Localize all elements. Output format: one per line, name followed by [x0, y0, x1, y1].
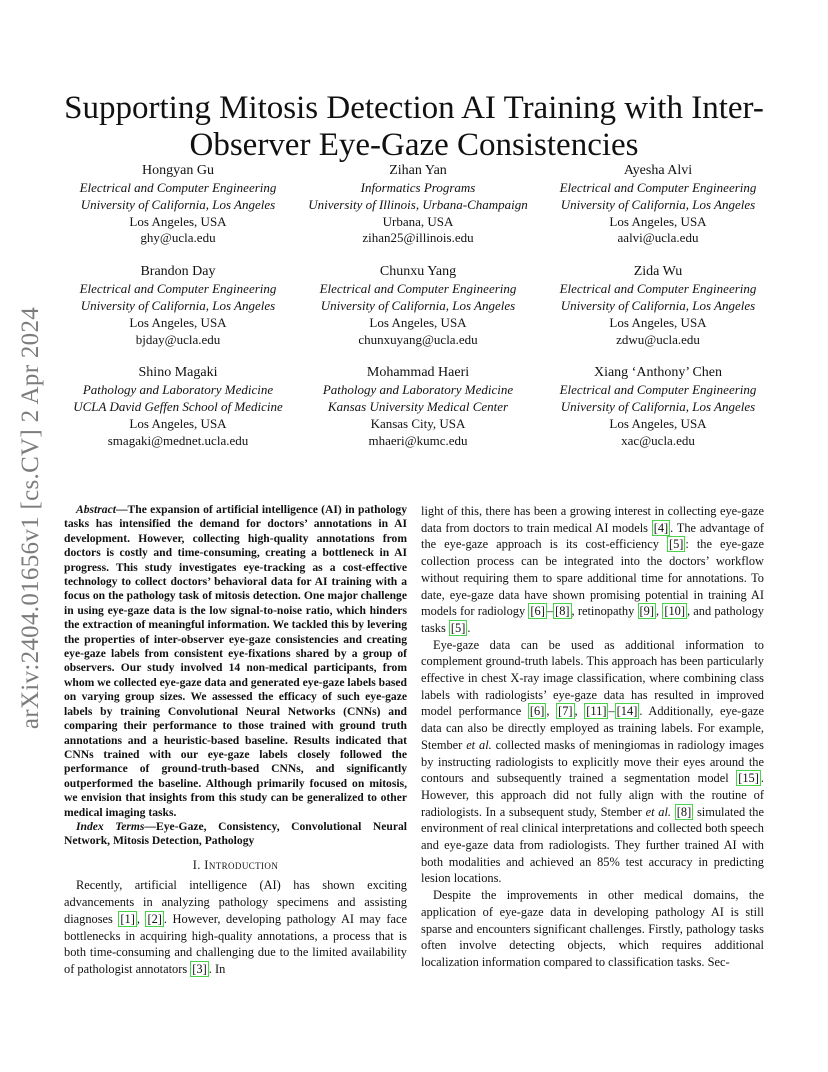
- index-terms-text: —Eye-Gaze, Consistency, Convolutional Neural Network, Mitosis Detection, Pathology: [64, 819, 407, 848]
- author-department: Informatics Programs: [360, 180, 476, 195]
- author-name: Xiang ‘Anthony’ Chen: [593, 365, 723, 381]
- text-run: . The advantage of the eye-gaze approach is its cost-efficiency: [421, 520, 764, 552]
- left-column: [64, 503, 407, 978]
- author-email[interactable]: aalvi@ucla.edu: [617, 230, 699, 246]
- arxiv-id: arXiv:2404.01656v1 [cs.CV] 2 Apr 2024: [17, 306, 45, 730]
- text-run: : the eye-gaze collection process can be integrated into the doctors’ workflow without requiring them to spare additional time for annotations. To date, eye-gaze data have shown promising potential in training AI models for radiology: [421, 537, 764, 619]
- author-card: [538, 263, 778, 348]
- author-name: Chunxu Yang: [379, 264, 457, 280]
- author-department: Pathology and Laboratory Medicine: [82, 382, 274, 398]
- author-location: Los Angeles, USA: [369, 314, 467, 330]
- text-run: et al.: [645, 804, 672, 819]
- author-location: Urbana, USA: [382, 213, 454, 229]
- author-card: [538, 364, 778, 449]
- author-institution: University of California, Los Angeles: [560, 297, 756, 313]
- author-name: Hongyan Gu: [142, 163, 214, 178]
- author-name: Brandon Day: [140, 264, 216, 280]
- section-number: I.: [192, 857, 201, 872]
- author-email[interactable]: smagaki@mednet.ucla.edu: [107, 432, 249, 448]
- author-location: Los Angeles, USA: [609, 415, 707, 431]
- section-heading: [64, 857, 407, 874]
- author-name: Ayesha Alvi: [623, 163, 693, 178]
- author-email[interactable]: zdwu@ucla.edu: [616, 331, 700, 347]
- author-institution: Kansas University Medical Center: [327, 399, 509, 415]
- author-department: Electrical and Computer Engineering: [559, 281, 757, 297]
- text-run: light of this, there has been a growing interest in collecting eye-gaze data from doctors to train medical AI models: [421, 504, 764, 535]
- text-run: et al.: [466, 737, 492, 752]
- text-run: . However, this approach did not fully align with the routine of radiologists. In a subsequent study, Stember: [421, 771, 764, 819]
- abstract-lead: Abstract: [76, 503, 116, 516]
- citation-link[interactable]: [9]: [639, 604, 654, 619]
- author-institution: University of California, Los Angeles: [80, 196, 276, 212]
- text-run: .: [467, 620, 471, 635]
- citation-link[interactable]: [6]: [530, 604, 545, 619]
- author-location: Kansas City, USA: [370, 415, 466, 431]
- author-institution: University of California, Los Angeles: [320, 297, 516, 313]
- citation-link[interactable]: [1]: [120, 911, 135, 926]
- author-location: Los Angeles, USA: [129, 213, 227, 229]
- right-column: [421, 503, 764, 971]
- text-run: . However, developing pathology AI may face bottlenecks in acquiring high-quality annotations, a process that is both time-consuming and challenging due to the limited availability of pathologist annotators: [64, 911, 407, 976]
- author-card: [58, 364, 298, 449]
- arxiv-sidebar-stamp: [14, 292, 48, 744]
- author-email[interactable]: xac@ucla.edu: [621, 432, 695, 448]
- paper-title: Supporting Mitosis Detection AI Training with Inter-Observer Eye-Gaze Consistencies: [64, 90, 764, 164]
- author-department: Electrical and Computer Engineering: [559, 180, 757, 195]
- citation-link[interactable]: [8]: [676, 804, 692, 819]
- author-location: Los Angeles, USA: [129, 314, 227, 330]
- author-card: [298, 162, 538, 247]
- author-location: Los Angeles, USA: [609, 213, 707, 229]
- author-block: [58, 162, 778, 450]
- text-run: –: [546, 604, 554, 619]
- author-institution: University of California, Los Angeles: [560, 399, 756, 415]
- citation-link[interactable]: [8]: [555, 604, 570, 619]
- intro-paragraph-3: Despite the improvements in other medical domains, the application of eye-gaze data in developing pathology AI is still sparse and encounters significant challenges. Firstly, pathology tasks often involve detecting objects, which requires additional localization information compared to classification tasks. Sec-: [421, 888, 764, 969]
- author-email[interactable]: zihan25@illinois.edu: [362, 230, 474, 246]
- author-department: Electrical and Computer Engineering: [79, 281, 277, 297]
- text-run: ,: [136, 911, 146, 926]
- text-run: , retinopathy: [571, 604, 638, 619]
- intro-paragraph-2: [421, 637, 764, 888]
- author-institution: University of California, Los Angeles: [80, 297, 276, 313]
- author-card: [298, 263, 538, 348]
- citation-link[interactable]: [4]: [653, 520, 669, 535]
- author-department: Electrical and Computer Engineering: [79, 180, 277, 195]
- author-card: [298, 364, 538, 449]
- author-name: Zida Wu: [633, 264, 683, 280]
- citation-link[interactable]: [2]: [147, 911, 162, 926]
- author-email[interactable]: bjday@ucla.edu: [135, 331, 221, 347]
- abstract-text: —The expansion of artificial intelligence (AI) in pathology tasks has intensified the demand for doctors’ annotations in AI development. However, collecting high-quality annotations from doctors is costly and time-consuming, creating a bottleneck in AI progress. This study investigates eye-tracking as a cost-effective technology to collect doctors’ behavioral data for AI training with a focus on the pathology task of mitosis detection. One major challenge in using eye-gaze data is the low signal-to-noise ratio, which hinders the extraction of meaningful information. We tackled this by levering the properties of inter-observer eye-gaze consistencies and creating eye-gaze labels from consistent eye-fixations shared by a group of observers. Our study involved 14 non-medical participants, from whom we collected eye-gaze data and generated eye-gaze labels based on varying group sizes. We assessed the efficacy of such eye-gaze labels by training Convolutional Neural Networks (CNNs) and comparing their performance to those trained with ground truth annotations and a heuristic-based baseline. Results indicated that CNNs trained with our eye-gaze labels closely followed the performance of ground-truth-based CNNs, and significantly outperformed the baseline. Although primarily focused on mitosis, we envision that insights from this study can be generalized to other medical imaging tasks.: [64, 503, 407, 819]
- author-name: Mohammad Haeri: [366, 365, 470, 381]
- author-location: Los Angeles, USA: [129, 415, 227, 431]
- text-run: Recently, artificial intelligence (AI) has shown exciting advancements in analyzing pathology specimens and assisting diagnoses: [64, 878, 407, 926]
- author-institution: University of California, Los Angeles: [560, 196, 756, 212]
- author-name: Shino Magaki: [138, 365, 218, 381]
- abstract: [64, 503, 407, 820]
- author-name: Zihan Yan: [389, 163, 447, 178]
- citation-link[interactable]: [10]: [664, 604, 685, 619]
- citation-link[interactable]: [6]: [529, 704, 545, 719]
- text-run: ,: [655, 604, 663, 619]
- author-institution: UCLA David Geffen School of Medicine: [73, 399, 283, 415]
- text-run: . In: [208, 961, 226, 976]
- author-department: Electrical and Computer Engineering: [319, 281, 517, 297]
- citation-link[interactable]: [5]: [450, 620, 466, 635]
- author-department: Pathology and Laboratory Medicine: [322, 382, 514, 398]
- citation-link[interactable]: [14]: [616, 704, 638, 719]
- author-institution: University of Illinois, Urbana-Champaign: [308, 196, 528, 212]
- author-email[interactable]: chunxuyang@ucla.edu: [358, 331, 478, 347]
- text-run: , and pathology tasks: [421, 604, 764, 635]
- index-terms-lead: Index Terms: [76, 819, 145, 833]
- text-run: ,: [546, 704, 557, 719]
- author-card: [58, 263, 298, 348]
- citation-link[interactable]: [3]: [192, 961, 207, 976]
- author-location: Los Angeles, USA: [609, 314, 707, 330]
- intro-paragraph-1-continued: [421, 503, 764, 637]
- author-department: Electrical and Computer Engineering: [559, 382, 757, 398]
- intro-paragraph-1: [64, 877, 407, 977]
- author-card: [538, 162, 778, 247]
- text-run: –: [608, 704, 615, 719]
- author-email[interactable]: mhaeri@kumc.edu: [368, 432, 468, 448]
- index-terms: [64, 820, 407, 849]
- text-run: simulated the environment of real clinical interpretations and collected both speech and eye-gaze data from radiologists. They further trained AI with both modalities and achieved an 85% test accuracy in predicting lesion locations.: [421, 804, 765, 886]
- author-card: [58, 162, 298, 247]
- text-run: Eye-gaze data can be used as additional information to complement ground-truth labels. This approach has been particularly effective in chest X-ray image classification, where combining class labels with radiologists’ eye-gaze data has resulted in improved model performance: [421, 637, 764, 719]
- section-title: Introduction: [204, 857, 279, 872]
- text-run: collected masks of meningiomas in radiology images by instructing radiologists to explicitly move their eyes around the contours and subsequently trained a segmentation model: [421, 737, 765, 786]
- citation-link[interactable]: [7]: [558, 704, 573, 719]
- citation-link[interactable]: [11]: [586, 704, 607, 719]
- citation-link[interactable]: [15]: [738, 771, 759, 786]
- author-email[interactable]: ghy@ucla.edu: [140, 230, 216, 246]
- citation-link[interactable]: [5]: [668, 537, 684, 552]
- text-run: . Additionally, eye-gaze data can also be directly employed as training labels. For example, Stember: [421, 704, 764, 752]
- text-run: ,: [574, 704, 585, 719]
